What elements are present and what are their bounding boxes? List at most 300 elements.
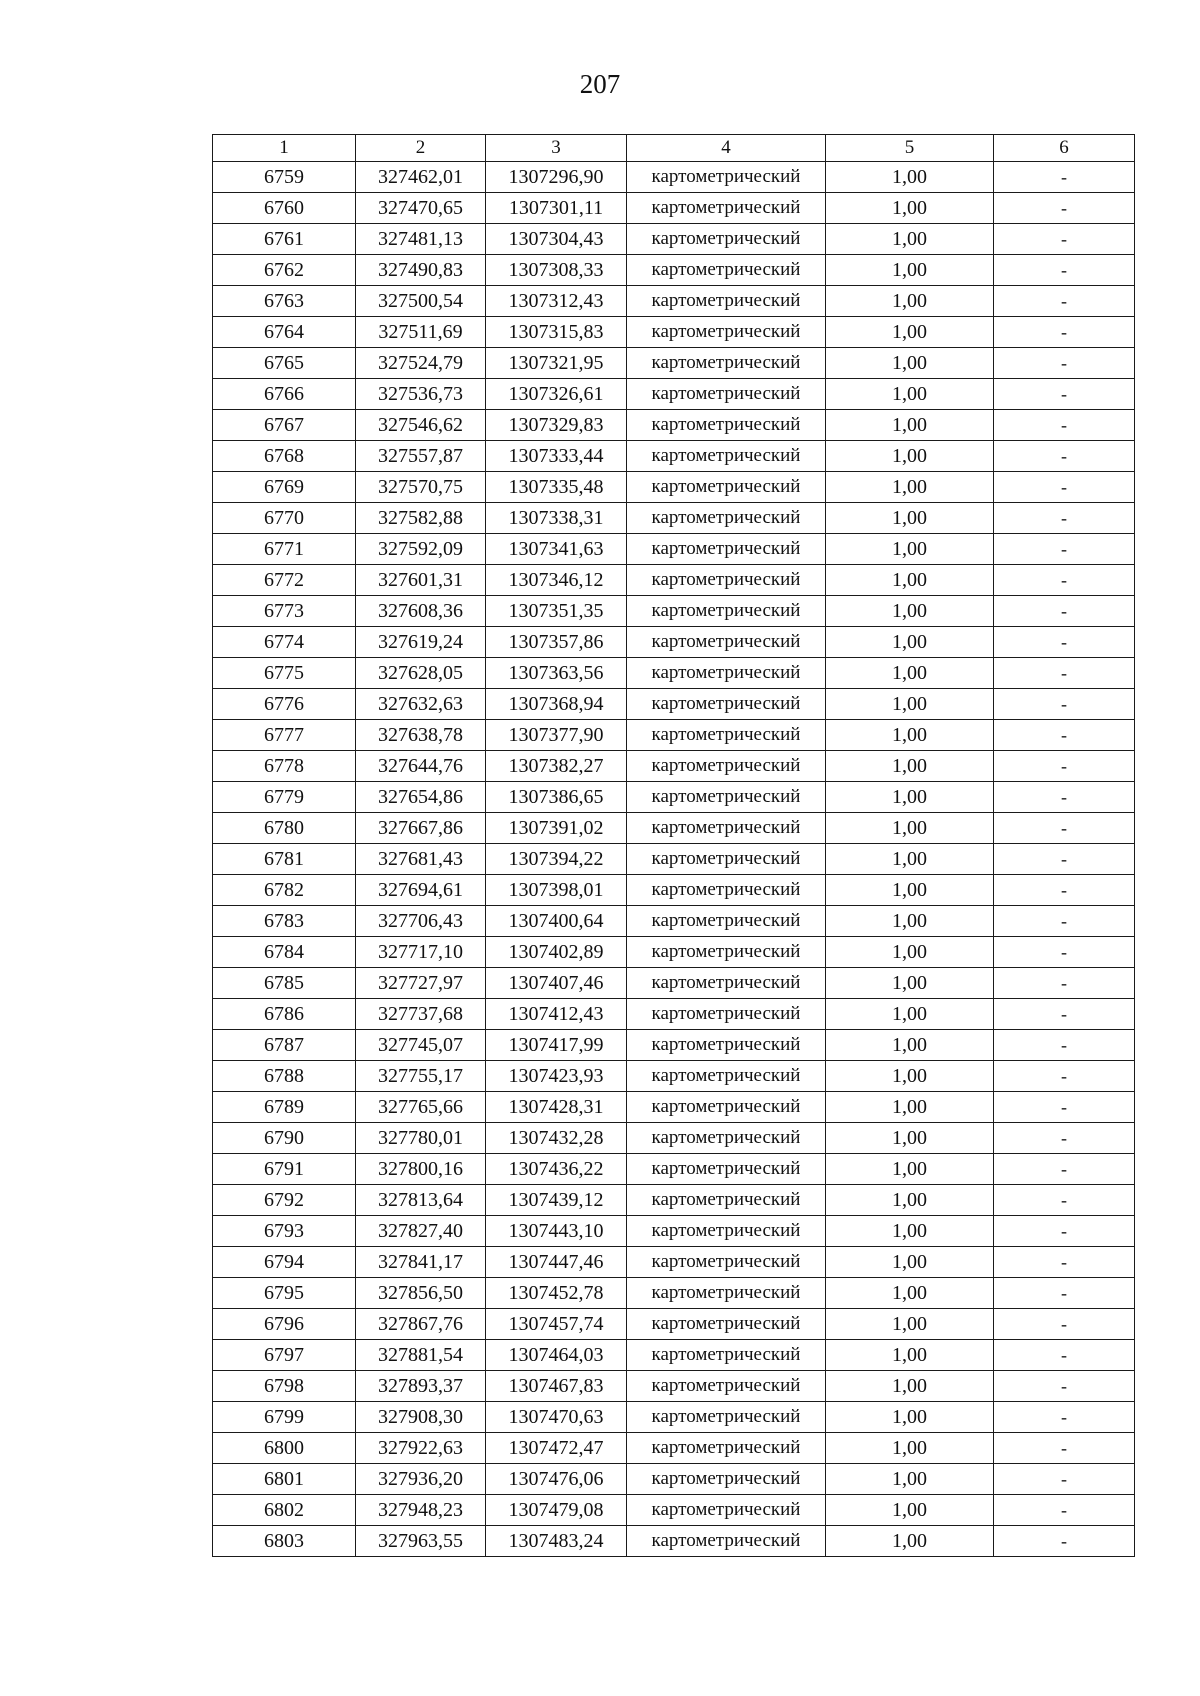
cell-note: - (994, 1402, 1135, 1433)
cell-method: картометрический (627, 1526, 826, 1557)
header-col-5: 5 (826, 135, 994, 162)
cell-accuracy: 1,00 (826, 224, 994, 255)
cell-coord-x: 327582,88 (356, 503, 486, 534)
cell-point-number: 6765 (213, 348, 356, 379)
cell-accuracy: 1,00 (826, 1123, 994, 1154)
table-row (213, 720, 1135, 751)
cell-method: картометрический (627, 472, 826, 503)
cell-accuracy: 1,00 (826, 255, 994, 286)
cell-point-number: 6798 (213, 1371, 356, 1402)
cell-method: картометрический (627, 782, 826, 813)
cell-accuracy: 1,00 (826, 379, 994, 410)
cell-accuracy: 1,00 (826, 441, 994, 472)
table-row (213, 534, 1135, 565)
cell-method: картометрический (627, 193, 826, 224)
cell-coord-x: 327856,50 (356, 1278, 486, 1309)
header-col-2: 2 (356, 135, 486, 162)
table-row (213, 348, 1135, 379)
cell-note: - (994, 627, 1135, 658)
cell-accuracy: 1,00 (826, 1061, 994, 1092)
table-row (213, 503, 1135, 534)
cell-method: картометрический (627, 1030, 826, 1061)
cell-coord-x: 327727,97 (356, 968, 486, 999)
cell-note: - (994, 1371, 1135, 1402)
coordinates-table (212, 134, 1135, 1557)
cell-accuracy: 1,00 (826, 627, 994, 658)
cell-point-number: 6760 (213, 193, 356, 224)
cell-coord-x: 327755,17 (356, 1061, 486, 1092)
cell-method: картометрический (627, 813, 826, 844)
table-row (213, 472, 1135, 503)
table-row (213, 937, 1135, 968)
table-row (213, 875, 1135, 906)
cell-method: картометрический (627, 1278, 826, 1309)
cell-coord-y: 1307326,61 (486, 379, 627, 410)
table-row (213, 596, 1135, 627)
table-row (213, 255, 1135, 286)
cell-coord-y: 1307428,31 (486, 1092, 627, 1123)
cell-note: - (994, 937, 1135, 968)
cell-accuracy: 1,00 (826, 472, 994, 503)
cell-coord-x: 327601,31 (356, 565, 486, 596)
cell-note: - (994, 720, 1135, 751)
cell-point-number: 6799 (213, 1402, 356, 1433)
cell-coord-y: 1307333,44 (486, 441, 627, 472)
header-col-1: 1 (213, 135, 356, 162)
cell-point-number: 6793 (213, 1216, 356, 1247)
cell-accuracy: 1,00 (826, 162, 994, 193)
cell-coord-y: 1307363,56 (486, 658, 627, 689)
table-row (213, 1061, 1135, 1092)
cell-coord-y: 1307464,03 (486, 1340, 627, 1371)
cell-accuracy: 1,00 (826, 410, 994, 441)
cell-method: картометрический (627, 596, 826, 627)
cell-note: - (994, 658, 1135, 689)
cell-point-number: 6782 (213, 875, 356, 906)
cell-coord-y: 1307436,22 (486, 1154, 627, 1185)
cell-point-number: 6796 (213, 1309, 356, 1340)
cell-coord-x: 327813,64 (356, 1185, 486, 1216)
cell-accuracy: 1,00 (826, 1092, 994, 1123)
cell-method: картометрический (627, 224, 826, 255)
cell-method: картометрический (627, 1371, 826, 1402)
table-row (213, 224, 1135, 255)
cell-note: - (994, 255, 1135, 286)
cell-point-number: 6773 (213, 596, 356, 627)
table-row (213, 1123, 1135, 1154)
cell-method: картометрический (627, 1154, 826, 1185)
cell-accuracy: 1,00 (826, 906, 994, 937)
cell-coord-x: 327490,83 (356, 255, 486, 286)
cell-coord-x: 327638,78 (356, 720, 486, 751)
cell-note: - (994, 348, 1135, 379)
cell-coord-x: 327632,63 (356, 689, 486, 720)
cell-note: - (994, 1247, 1135, 1278)
cell-coord-x: 327948,23 (356, 1495, 486, 1526)
cell-method: картометрический (627, 441, 826, 472)
cell-coord-y: 1307412,43 (486, 999, 627, 1030)
cell-coord-y: 1307432,28 (486, 1123, 627, 1154)
cell-coord-y: 1307386,65 (486, 782, 627, 813)
cell-coord-x: 327619,24 (356, 627, 486, 658)
cell-coord-y: 1307417,99 (486, 1030, 627, 1061)
cell-accuracy: 1,00 (826, 658, 994, 689)
cell-note: - (994, 1495, 1135, 1526)
table-row (213, 689, 1135, 720)
cell-method: картометрический (627, 1185, 826, 1216)
cell-coord-y: 1307329,83 (486, 410, 627, 441)
cell-coord-y: 1307400,64 (486, 906, 627, 937)
table-row (213, 968, 1135, 999)
cell-method: картометрический (627, 751, 826, 782)
cell-accuracy: 1,00 (826, 689, 994, 720)
cell-point-number: 6769 (213, 472, 356, 503)
cell-point-number: 6766 (213, 379, 356, 410)
table-row (213, 379, 1135, 410)
cell-method: картометрический (627, 627, 826, 658)
cell-note: - (994, 193, 1135, 224)
header-col-3: 3 (486, 135, 627, 162)
cell-note: - (994, 1061, 1135, 1092)
cell-note: - (994, 1030, 1135, 1061)
cell-coord-y: 1307470,63 (486, 1402, 627, 1433)
cell-coord-x: 327470,65 (356, 193, 486, 224)
cell-note: - (994, 844, 1135, 875)
cell-accuracy: 1,00 (826, 1278, 994, 1309)
cell-coord-x: 327481,13 (356, 224, 486, 255)
cell-note: - (994, 1278, 1135, 1309)
cell-coord-x: 327717,10 (356, 937, 486, 968)
cell-note: - (994, 1340, 1135, 1371)
cell-method: картометрический (627, 1340, 826, 1371)
cell-accuracy: 1,00 (826, 1030, 994, 1061)
cell-coord-y: 1307338,31 (486, 503, 627, 534)
cell-coord-x: 327881,54 (356, 1340, 486, 1371)
cell-method: картометрический (627, 379, 826, 410)
cell-method: картометрический (627, 1123, 826, 1154)
cell-accuracy: 1,00 (826, 999, 994, 1030)
cell-point-number: 6778 (213, 751, 356, 782)
cell-coord-y: 1307357,86 (486, 627, 627, 658)
cell-note: - (994, 1464, 1135, 1495)
cell-method: картометрический (627, 658, 826, 689)
cell-coord-x: 327827,40 (356, 1216, 486, 1247)
cell-note: - (994, 875, 1135, 906)
cell-point-number: 6768 (213, 441, 356, 472)
cell-method: картометрический (627, 1464, 826, 1495)
cell-coord-y: 1307321,95 (486, 348, 627, 379)
cell-point-number: 6775 (213, 658, 356, 689)
cell-point-number: 6772 (213, 565, 356, 596)
cell-accuracy: 1,00 (826, 1433, 994, 1464)
cell-coord-y: 1307439,12 (486, 1185, 627, 1216)
cell-method: картометрический (627, 1309, 826, 1340)
cell-coord-y: 1307335,48 (486, 472, 627, 503)
cell-point-number: 6803 (213, 1526, 356, 1557)
cell-accuracy: 1,00 (826, 1495, 994, 1526)
coordinates-table-container (212, 134, 1134, 1557)
table-row (213, 782, 1135, 813)
cell-note: - (994, 1216, 1135, 1247)
table-row (213, 193, 1135, 224)
table-row (213, 1526, 1135, 1557)
table-row (213, 1309, 1135, 1340)
cell-point-number: 6762 (213, 255, 356, 286)
cell-point-number: 6797 (213, 1340, 356, 1371)
cell-note: - (994, 224, 1135, 255)
cell-point-number: 6779 (213, 782, 356, 813)
cell-coord-x: 327963,55 (356, 1526, 486, 1557)
cell-note: - (994, 1526, 1135, 1557)
cell-accuracy: 1,00 (826, 1402, 994, 1433)
cell-coord-y: 1307443,10 (486, 1216, 627, 1247)
cell-method: картометрический (627, 1216, 826, 1247)
cell-accuracy: 1,00 (826, 720, 994, 751)
cell-coord-x: 327667,86 (356, 813, 486, 844)
cell-point-number: 6788 (213, 1061, 356, 1092)
cell-point-number: 6787 (213, 1030, 356, 1061)
cell-note: - (994, 1185, 1135, 1216)
cell-accuracy: 1,00 (826, 193, 994, 224)
cell-coord-y: 1307447,46 (486, 1247, 627, 1278)
cell-point-number: 6789 (213, 1092, 356, 1123)
cell-accuracy: 1,00 (826, 317, 994, 348)
table-row (213, 565, 1135, 596)
cell-note: - (994, 1309, 1135, 1340)
table-row (213, 1340, 1135, 1371)
cell-coord-x: 327500,54 (356, 286, 486, 317)
cell-coord-x: 327681,43 (356, 844, 486, 875)
cell-point-number: 6767 (213, 410, 356, 441)
cell-coord-x: 327462,01 (356, 162, 486, 193)
cell-coord-x: 327511,69 (356, 317, 486, 348)
cell-method: картометрический (627, 317, 826, 348)
cell-method: картометрический (627, 999, 826, 1030)
table-row (213, 813, 1135, 844)
cell-method: картометрический (627, 1495, 826, 1526)
table-row (213, 658, 1135, 689)
cell-note: - (994, 503, 1135, 534)
table-row (213, 906, 1135, 937)
cell-coord-x: 327654,86 (356, 782, 486, 813)
cell-method: картометрический (627, 565, 826, 596)
cell-accuracy: 1,00 (826, 1340, 994, 1371)
cell-accuracy: 1,00 (826, 968, 994, 999)
cell-coord-y: 1307391,02 (486, 813, 627, 844)
cell-note: - (994, 286, 1135, 317)
cell-point-number: 6774 (213, 627, 356, 658)
table-row (213, 410, 1135, 441)
cell-point-number: 6791 (213, 1154, 356, 1185)
cell-coord-x: 327557,87 (356, 441, 486, 472)
cell-method: картометрический (627, 906, 826, 937)
cell-coord-y: 1307341,63 (486, 534, 627, 565)
cell-coord-x: 327745,07 (356, 1030, 486, 1061)
cell-accuracy: 1,00 (826, 1464, 994, 1495)
cell-coord-y: 1307368,94 (486, 689, 627, 720)
cell-note: - (994, 534, 1135, 565)
cell-accuracy: 1,00 (826, 596, 994, 627)
cell-coord-y: 1307308,33 (486, 255, 627, 286)
cell-note: - (994, 1092, 1135, 1123)
table-row (213, 1154, 1135, 1185)
cell-point-number: 6786 (213, 999, 356, 1030)
cell-note: - (994, 813, 1135, 844)
cell-method: картометрический (627, 1061, 826, 1092)
cell-coord-x: 327608,36 (356, 596, 486, 627)
cell-method: картометрический (627, 1433, 826, 1464)
cell-coord-x: 327706,43 (356, 906, 486, 937)
cell-coord-y: 1307472,47 (486, 1433, 627, 1464)
cell-accuracy: 1,00 (826, 782, 994, 813)
cell-accuracy: 1,00 (826, 1185, 994, 1216)
table-row (213, 751, 1135, 782)
cell-coord-y: 1307351,35 (486, 596, 627, 627)
table-row (213, 286, 1135, 317)
cell-coord-x: 327922,63 (356, 1433, 486, 1464)
table-row (213, 1216, 1135, 1247)
cell-note: - (994, 162, 1135, 193)
cell-coord-y: 1307457,74 (486, 1309, 627, 1340)
table-row (213, 1185, 1135, 1216)
cell-coord-y: 1307402,89 (486, 937, 627, 968)
header-col-6: 6 (994, 135, 1135, 162)
cell-method: картометрический (627, 968, 826, 999)
cell-note: - (994, 1433, 1135, 1464)
cell-coord-x: 327694,61 (356, 875, 486, 906)
cell-accuracy: 1,00 (826, 1309, 994, 1340)
cell-accuracy: 1,00 (826, 937, 994, 968)
header-col-4: 4 (627, 135, 826, 162)
cell-method: картометрический (627, 162, 826, 193)
cell-method: картометрический (627, 348, 826, 379)
cell-point-number: 6780 (213, 813, 356, 844)
cell-coord-y: 1307407,46 (486, 968, 627, 999)
cell-accuracy: 1,00 (826, 751, 994, 782)
cell-coord-x: 327841,17 (356, 1247, 486, 1278)
cell-note: - (994, 1154, 1135, 1185)
cell-note: - (994, 596, 1135, 627)
cell-accuracy: 1,00 (826, 1247, 994, 1278)
cell-point-number: 6794 (213, 1247, 356, 1278)
cell-coord-y: 1307312,43 (486, 286, 627, 317)
table-row (213, 999, 1135, 1030)
cell-point-number: 6802 (213, 1495, 356, 1526)
cell-coord-y: 1307394,22 (486, 844, 627, 875)
cell-coord-y: 1307382,27 (486, 751, 627, 782)
table-row (213, 441, 1135, 472)
cell-note: - (994, 472, 1135, 503)
cell-note: - (994, 999, 1135, 1030)
cell-point-number: 6777 (213, 720, 356, 751)
cell-accuracy: 1,00 (826, 348, 994, 379)
cell-method: картометрический (627, 1092, 826, 1123)
cell-point-number: 6770 (213, 503, 356, 534)
cell-note: - (994, 689, 1135, 720)
table-row (213, 1433, 1135, 1464)
cell-point-number: 6771 (213, 534, 356, 565)
cell-accuracy: 1,00 (826, 875, 994, 906)
cell-coord-y: 1307315,83 (486, 317, 627, 348)
cell-method: картометрический (627, 503, 826, 534)
cell-method: картометрический (627, 720, 826, 751)
table-row (213, 1464, 1135, 1495)
cell-note: - (994, 441, 1135, 472)
cell-point-number: 6764 (213, 317, 356, 348)
cell-method: картометрический (627, 875, 826, 906)
cell-note: - (994, 751, 1135, 782)
cell-method: картометрический (627, 410, 826, 441)
cell-coord-y: 1307301,11 (486, 193, 627, 224)
cell-coord-x: 327546,62 (356, 410, 486, 441)
cell-point-number: 6792 (213, 1185, 356, 1216)
cell-coord-x: 327644,76 (356, 751, 486, 782)
cell-note: - (994, 968, 1135, 999)
cell-accuracy: 1,00 (826, 1371, 994, 1402)
cell-coord-y: 1307423,93 (486, 1061, 627, 1092)
cell-coord-x: 327908,30 (356, 1402, 486, 1433)
cell-coord-x: 327765,66 (356, 1092, 486, 1123)
cell-method: картометрический (627, 1402, 826, 1433)
cell-point-number: 6776 (213, 689, 356, 720)
table-row (213, 1278, 1135, 1309)
cell-method: картометрический (627, 937, 826, 968)
cell-coord-y: 1307398,01 (486, 875, 627, 906)
cell-accuracy: 1,00 (826, 286, 994, 317)
cell-accuracy: 1,00 (826, 813, 994, 844)
cell-coord-x: 327800,16 (356, 1154, 486, 1185)
cell-coord-x: 327592,09 (356, 534, 486, 565)
cell-note: - (994, 565, 1135, 596)
cell-method: картометрический (627, 534, 826, 565)
cell-coord-x: 327524,79 (356, 348, 486, 379)
cell-coord-x: 327867,76 (356, 1309, 486, 1340)
cell-note: - (994, 1123, 1135, 1154)
cell-coord-y: 1307467,83 (486, 1371, 627, 1402)
table-row (213, 1495, 1135, 1526)
cell-point-number: 6763 (213, 286, 356, 317)
cell-coord-y: 1307476,06 (486, 1464, 627, 1495)
cell-method: картометрический (627, 1247, 826, 1278)
table-row (213, 1371, 1135, 1402)
cell-point-number: 6784 (213, 937, 356, 968)
cell-accuracy: 1,00 (826, 844, 994, 875)
cell-method: картометрический (627, 844, 826, 875)
cell-point-number: 6761 (213, 224, 356, 255)
cell-coord-x: 327570,75 (356, 472, 486, 503)
cell-point-number: 6795 (213, 1278, 356, 1309)
cell-coord-x: 327893,37 (356, 1371, 486, 1402)
table-row (213, 844, 1135, 875)
table-row (213, 1092, 1135, 1123)
cell-note: - (994, 379, 1135, 410)
cell-coord-y: 1307452,78 (486, 1278, 627, 1309)
table-row (213, 162, 1135, 193)
cell-point-number: 6785 (213, 968, 356, 999)
cell-coord-y: 1307304,43 (486, 224, 627, 255)
table-header-row (213, 135, 1135, 162)
cell-accuracy: 1,00 (826, 565, 994, 596)
table-row (213, 317, 1135, 348)
cell-coord-y: 1307479,08 (486, 1495, 627, 1526)
cell-note: - (994, 782, 1135, 813)
cell-method: картометрический (627, 286, 826, 317)
cell-coord-x: 327536,73 (356, 379, 486, 410)
table-row (213, 1030, 1135, 1061)
cell-point-number: 6790 (213, 1123, 356, 1154)
cell-point-number: 6783 (213, 906, 356, 937)
cell-accuracy: 1,00 (826, 534, 994, 565)
